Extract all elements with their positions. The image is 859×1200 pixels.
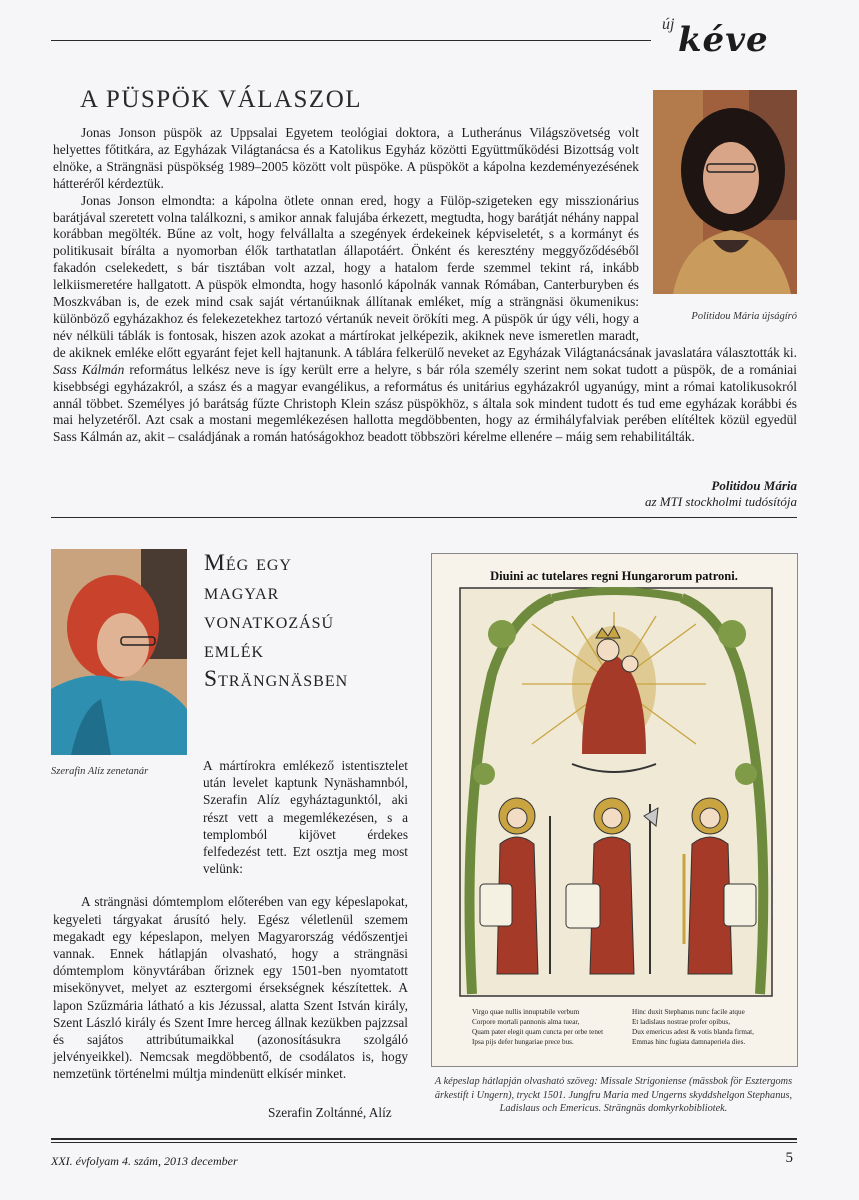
woodcut-caption: A képeslap hátlapján olvasható szöveg: Missale Strigoniense (mässbok för Esztergoms ärkestift i Ungern), tryckt 1501. Jungfru Maria med Ungerns skyddshelgon Stephanus, Ladislaus och Emericus. Strängnäs domkyrkobibliotek. (434, 1076, 793, 1114)
author-role: az MTI stockholmi tudósítója (644, 494, 797, 509)
emphasis-name: Sass Kálmán (53, 361, 125, 377)
logo-small: új (662, 16, 675, 33)
woodcut-heading: Diuini ac tutelares regni Hungarorum patroni. (490, 569, 738, 583)
article2-intro: A mártírokra emlékező istentisztelet után levelet kaptunk Nynäshamnból, Szerafin Alíz egyháztagunktól, aki részt vett a megemlékezésen, s a templomból kijövet érdekes felfedezést tett. Ezt osztja meg most velünk: (203, 758, 408, 877)
footer-rule-bottom (51, 1142, 797, 1143)
svg-text:Corpore mortali pannonis alma: Corpore mortali pannonis alma tuear, (472, 1018, 580, 1026)
paragraph: Jonas Jonson elmondta: a kápolna ötlete onnan ered, hogy a Fülöp-szigeteken egy misszionárius barátjával szeretett volna találkozni, s amikor annak falujába érkezett, megtudta, hogy barátját néhány nappal korábban megölték. Bűne az volt, hogy felvállalta a szegények érdekeinek képviseletét, s a kormányt és politikusait bírálta a nyomorban élők tarthatatlan állapotáért. Önként és keresztény meggyőződéséből fakadón cselekedett, s bár tisztában volt azzal, hogy a hatalom ferde szemmel tekint rá, inkább lelkiismeretére hallgatott. A püspök elmondta, hogy hasonló kápolnák vannak Rómában, Canterburyben és Moszkvában is, de ezek mind csak saját vértanúiknak állítanak emléket, míg a strängnäsi ökumenikus: különböző egyházakhoz és felekezetekhez tartozó vértanúk neveit örökíti meg. A püspök úr úgy véli, hogy a név nélküli táblák is fontosak, hiszen azok azokat a mártírokat jelképezik, akiknek neve ismeretlen maradt, de akiknek emléke előtt egyaránt fejet kell hajtanunk. A táblára felkerülő neveket az Egyházak Világtanácsának javaslatára választották ki. Sass Kálmán református lelkész neve is így került erre a helyre, s bár róla személy szerint nem sokat tudott a püspök, de a romániai kisebbségi egyházakról, a szász és a magyar evangélikus, a református és unitárius egyházakról ugyanúgy, mint a római katolikusokról annál többet. Személyes jó barátság fűzte Christoph Klein szász püspökhöz, s általa sok mindent tudott és tud eme egyházak korábbi és mai helyzetéről. Azt csak a mostani megemlékezésen hallotta megdöbbenten, hogy az érmihályfalviak perében elítéltek közül egyedül Sass Kálmán az, akit – családjának a román hatóságokhoz beadott többszöri kérelme ellenére – máig sem rehabilitálták. (53, 192, 797, 445)
article2-title: Még egy magyar vonatkozású emlék Strängnäsben (204, 550, 349, 692)
author-name: Politidou Mária (711, 478, 797, 493)
article1-body (53, 125, 797, 446)
woodcut-illustration (432, 554, 797, 1066)
svg-text:Hinc duxit Stephanus nunc faci: Hinc duxit Stephanus nunc facile atque (632, 1008, 745, 1016)
header-rule (51, 40, 651, 41)
portrait-older-woman-image (51, 549, 187, 755)
logo-main: kéve (678, 20, 769, 60)
article2-body (53, 757, 408, 1083)
woodcut-image-frame (431, 553, 798, 1067)
svg-text:Dux emericus adest & votis bla: Dux emericus adest & votis blanda firmat, (632, 1028, 754, 1036)
svg-text:Ipsa pijs defer hungariae prec: Ipsa pijs defer hungariae prece bus. (472, 1038, 574, 1046)
szerafin-photo (51, 549, 187, 755)
magazine-logo (662, 14, 802, 58)
footer-rule-top (51, 1138, 797, 1140)
photo2-caption: Szerafin Alíz zenetanár (51, 766, 149, 777)
section-rule (51, 517, 797, 518)
photo1-caption: Politidou Mária újságíró (691, 311, 797, 322)
svg-text:Et ladislaus nostrae profer op: Et ladislaus nostrae profer opibus, (632, 1018, 731, 1026)
paragraph: Jonas Jonson püspök az Uppsalai Egyetem teológiai doktora, a Lutheránus Világszövetség volt helyettes főtitkára, az Egyházak Világtanácsa és a Katolikus Egyház közötti Együttműködési Bizottság volt elnöke, a Strängnäsi püspökség 1989–2005 között volt püspöke. A püspököt a kápolna kezdeményezésének hátteréről kérdeztük. (53, 125, 639, 191)
article2-text: A strängnäsi dómtemplom előterében van egy képeslapokat, kegyeleti tárgyakat árusító hely. Egész véletlenül szemem megakadt egy képeslapon, melyen Magyarország védőszentjei vannak. Ennek hátlapján olvasható, hogy a strängnäsi dómtemplom könyvtárában őriznek egy 1501-ben nyomtatott misekönyvet, melyet az esztergomi érsekségnek készítettek. A lapon Szűzmária látható a kis Jézussal, alatta Szent István király, Szent László király és Szent Imre herceg állnak kezükben pajzzsal és sajátos attribútumaikkal (azonosításukra szolgáló jelvényeikkel). Nemcsak megdöbbentő, de csodálatos is, hogy nemzetünk történelmi múltja mindenütt elkísér minket. (53, 894, 408, 1082)
issue-info: XXI. évfolyam 4. szám, 2013 december (51, 1154, 238, 1168)
svg-text:Quam pater elegit quam cuncta: Quam pater elegit quam cuncta per orbe tenet (472, 1028, 604, 1036)
article1-signature (645, 478, 797, 510)
svg-text:Virgo quae nullis innuptabile: Virgo quae nullis innuptabile verbum (472, 1008, 580, 1016)
article2-signature: Szerafin Zoltánné, Alíz (268, 1105, 392, 1120)
svg-text:Emmas hinc fugiata damnaperiel: Emmas hinc fugiata damnaperiela dies. (632, 1038, 746, 1046)
article1-title: A PÜSPÖK VÁLASZOL (80, 86, 363, 113)
page-number: 5 (785, 1150, 793, 1166)
